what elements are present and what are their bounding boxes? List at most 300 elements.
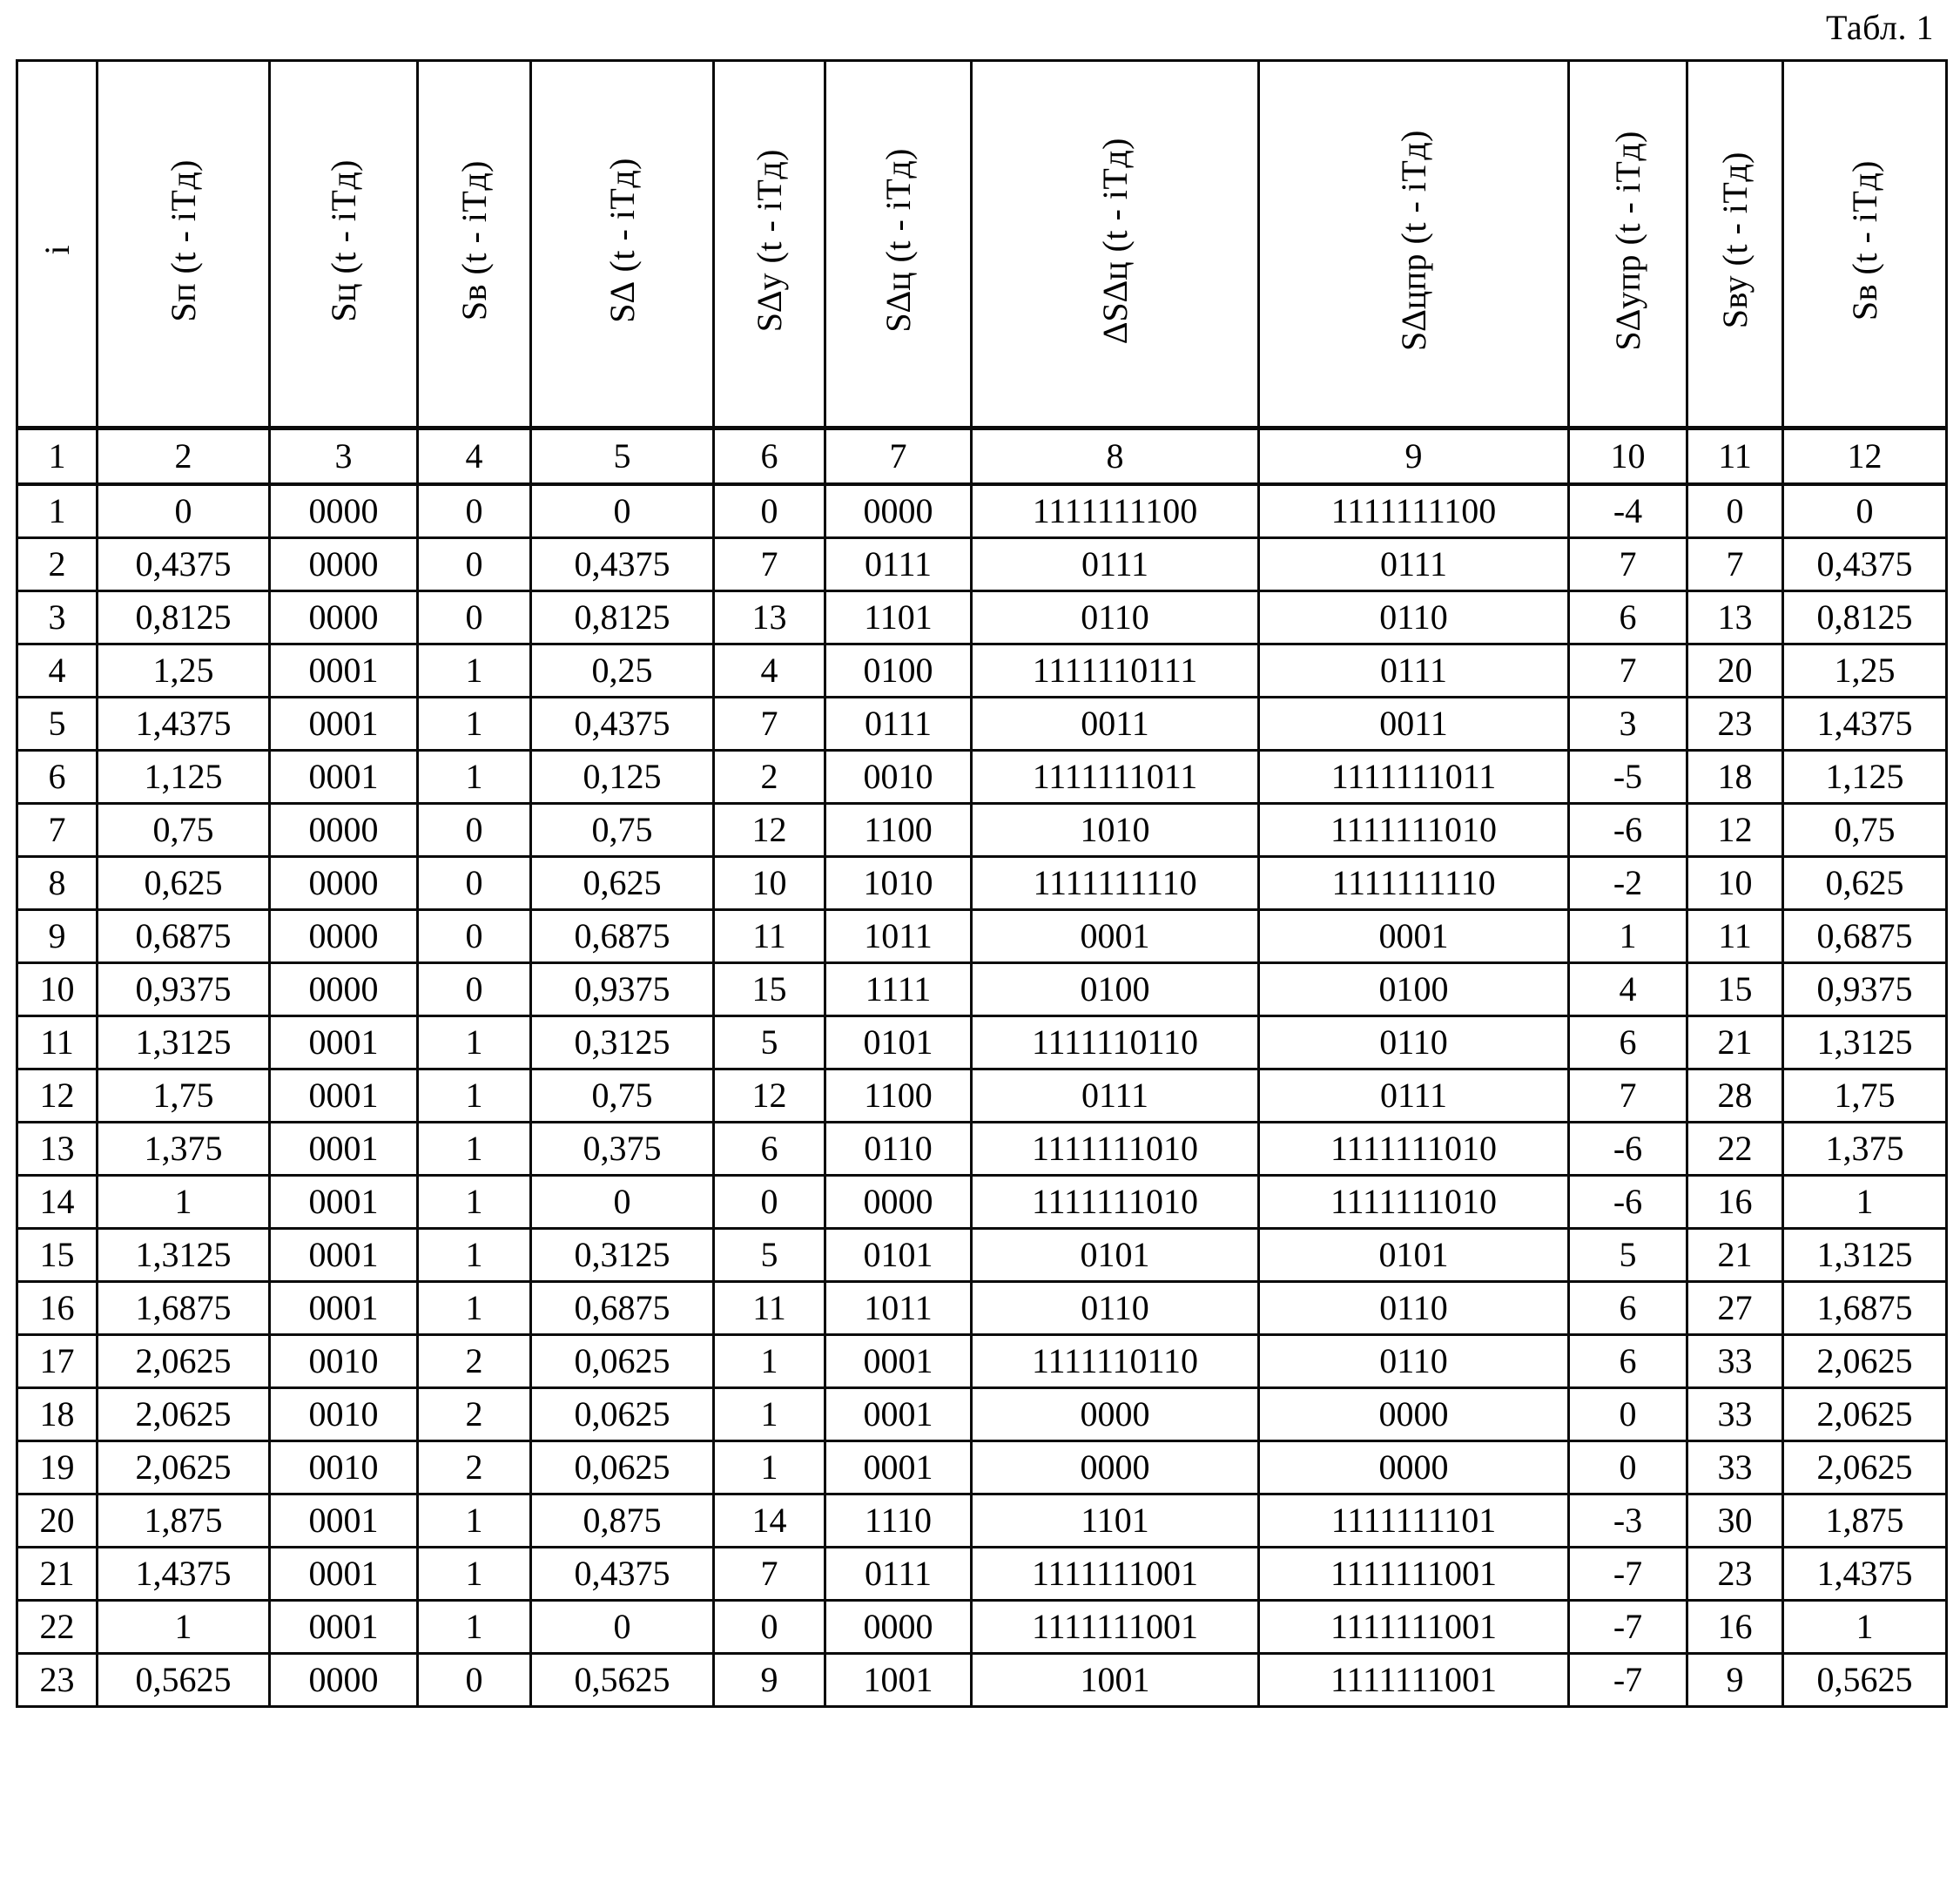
row-index-cell: 8	[17, 857, 98, 910]
table-cell: 0000	[1259, 1388, 1569, 1441]
table-cell: 1111	[825, 963, 972, 1016]
table-cell: 1,875	[1783, 1494, 1947, 1548]
table-caption: Табл. 1	[1825, 8, 1934, 47]
table-cell: 1,25	[1783, 644, 1947, 698]
row-index-cell: 22	[17, 1601, 98, 1654]
table-cell: 0,4375	[531, 538, 714, 591]
header-cell-sdypr	[1569, 61, 1687, 428]
table-cell: 1111111010	[1259, 804, 1569, 857]
header-cell-sp	[98, 61, 270, 428]
table-cell: 1	[418, 1016, 531, 1069]
table-cell: 2,0625	[1783, 1335, 1947, 1388]
table-cell: 0101	[972, 1229, 1259, 1282]
table-cell: 0000	[972, 1388, 1259, 1441]
column-number: 4	[418, 428, 531, 485]
table-cell: 1,375	[98, 1123, 270, 1176]
table-cell: 7	[1687, 538, 1783, 591]
table-cell: 1111111110	[1259, 857, 1569, 910]
table-row	[17, 1548, 1947, 1601]
row-index-cell: 19	[17, 1441, 98, 1494]
table-cell: 0110	[972, 591, 1259, 644]
table-cell: 1	[418, 1548, 531, 1601]
table-cell: 0001	[825, 1388, 972, 1441]
table-cell: 0,75	[1783, 804, 1947, 857]
row-index-cell: 7	[17, 804, 98, 857]
table-cell: 1111111010	[1259, 1123, 1569, 1176]
row-index-cell: 23	[17, 1654, 98, 1707]
table-cell: 0000	[972, 1441, 1259, 1494]
table-cell: 21	[1687, 1229, 1783, 1282]
table-cell: 15	[714, 963, 825, 1016]
table-cell: 0000	[270, 910, 418, 963]
table-cell: 0111	[972, 1069, 1259, 1123]
table-cell: 11	[1687, 910, 1783, 963]
table-cell: 0111	[1259, 1069, 1569, 1123]
row-index-cell: 5	[17, 698, 98, 751]
table-cell: 0,8125	[1783, 591, 1947, 644]
table-cell: 1	[1783, 1601, 1947, 1654]
table-cell: 1001	[972, 1654, 1259, 1707]
table-cell: 1	[418, 698, 531, 751]
table-cell: -6	[1569, 1123, 1687, 1176]
table-cell: 0	[531, 484, 714, 538]
table-cell: 0	[531, 1176, 714, 1229]
column-number: 6	[714, 428, 825, 485]
column-number: 1	[17, 428, 98, 485]
table-cell: 0001	[270, 1176, 418, 1229]
table-cell: 6	[1569, 1335, 1687, 1388]
table-cell: 1111111101	[1259, 1494, 1569, 1548]
table-cell: 1	[714, 1335, 825, 1388]
table-cell: 1,75	[1783, 1069, 1947, 1123]
table-cell: 1010	[825, 857, 972, 910]
table-cell: 0001	[270, 698, 418, 751]
table-cell: 6	[714, 1123, 825, 1176]
table-cell: 0,4375	[531, 1548, 714, 1601]
table-cell: 11	[714, 910, 825, 963]
row-index-cell: 21	[17, 1548, 98, 1601]
table-cell: 1	[418, 1123, 531, 1176]
table-cell: 0010	[270, 1335, 418, 1388]
row-index-cell: 9	[17, 910, 98, 963]
table-cell: 12	[714, 804, 825, 857]
table-cell: 0,75	[531, 1069, 714, 1123]
table-cell: 10	[1687, 857, 1783, 910]
table-cell: 1	[418, 1494, 531, 1548]
table-cell: 0001	[270, 644, 418, 698]
table-cell: 1111111110	[972, 857, 1259, 910]
table-row	[17, 538, 1947, 591]
table-cell: 2	[418, 1441, 531, 1494]
table-cell: 0,4375	[1783, 538, 1947, 591]
table-cell: 0	[418, 804, 531, 857]
column-number: 3	[270, 428, 418, 485]
column-number: 11	[1687, 428, 1783, 485]
table-cell: 1111110111	[972, 644, 1259, 698]
header-cell-sdy	[714, 61, 825, 428]
table-cell: 1,375	[1783, 1123, 1947, 1176]
table-row	[17, 484, 1947, 538]
table-cell: 1111111001	[1259, 1654, 1569, 1707]
table-row	[17, 591, 1947, 644]
table-cell: 0,6875	[98, 910, 270, 963]
table-row	[17, 1654, 1947, 1707]
table-cell: 1111111001	[1259, 1548, 1569, 1601]
table-cell: 0101	[825, 1229, 972, 1282]
table-row	[17, 1016, 1947, 1069]
table-cell: 0001	[270, 751, 418, 804]
column-number: 12	[1783, 428, 1947, 485]
table-cell: 0,4375	[98, 538, 270, 591]
header-cell-sv2	[1783, 61, 1947, 428]
table-cell: 0	[418, 484, 531, 538]
table-cell: 1011	[825, 1282, 972, 1335]
table-cell: 4	[714, 644, 825, 698]
table-cell: 0,3125	[531, 1229, 714, 1282]
table-cell: 9	[1687, 1654, 1783, 1707]
table-cell: 6	[1569, 1282, 1687, 1335]
table-cell: 0001	[270, 1548, 418, 1601]
row-index-cell: 17	[17, 1335, 98, 1388]
table-cell: 1,6875	[1783, 1282, 1947, 1335]
table-cell: 0000	[825, 484, 972, 538]
table-cell: 0,9375	[98, 963, 270, 1016]
table-cell: 0,5625	[98, 1654, 270, 1707]
table-cell: 0101	[825, 1016, 972, 1069]
row-index-cell: 1	[17, 484, 98, 538]
table-cell: -6	[1569, 804, 1687, 857]
table-cell: 5	[714, 1229, 825, 1282]
row-index-cell: 12	[17, 1069, 98, 1123]
table-cell: 0	[1569, 1388, 1687, 1441]
table-cell: 0,4375	[531, 698, 714, 751]
table-cell: 0	[418, 857, 531, 910]
table-cell: 0	[714, 1176, 825, 1229]
table-cell: 0000	[825, 1176, 972, 1229]
table-cell: 7	[1569, 538, 1687, 591]
table-cell: 0001	[270, 1494, 418, 1548]
table-cell: 1,75	[98, 1069, 270, 1123]
table-cell: -6	[1569, 1176, 1687, 1229]
table-row	[17, 751, 1947, 804]
table-cell: 13	[714, 591, 825, 644]
table-cell: 0,625	[531, 857, 714, 910]
table-cell: 12	[1687, 804, 1783, 857]
table-cell: 0	[418, 591, 531, 644]
row-index-cell: 11	[17, 1016, 98, 1069]
header-cell-sc	[270, 61, 418, 428]
table-cell: 23	[1687, 698, 1783, 751]
column-number: 2	[98, 428, 270, 485]
table-cell: 1111111010	[972, 1123, 1259, 1176]
row-index-cell: 6	[17, 751, 98, 804]
table-cell: 2,0625	[98, 1441, 270, 1494]
table-cell: 1,3125	[1783, 1016, 1947, 1069]
row-index-cell: 14	[17, 1176, 98, 1229]
header-cell-i	[17, 61, 98, 428]
table-cell: 0001	[270, 1123, 418, 1176]
header-label-sdcpr: S∆цпр (t - iTд)	[1393, 129, 1433, 351]
table-cell: 7	[1569, 1069, 1687, 1123]
table-cell: 0,3125	[531, 1016, 714, 1069]
table-row	[17, 1123, 1947, 1176]
table-cell: 0,875	[531, 1494, 714, 1548]
table-header-row	[17, 61, 1947, 428]
table-cell: 11	[714, 1282, 825, 1335]
table-cell: 0100	[972, 963, 1259, 1016]
header-cell-sdcpr	[1259, 61, 1569, 428]
table-cell: 7	[714, 698, 825, 751]
table-cell: 7	[714, 1548, 825, 1601]
table-row	[17, 644, 1947, 698]
table-cell: 22	[1687, 1123, 1783, 1176]
header-label-sc: Sц (t - iTд)	[323, 159, 363, 322]
header-cell-dsdc	[972, 61, 1259, 428]
table-row	[17, 1494, 1947, 1548]
table-cell: 12	[714, 1069, 825, 1123]
column-number: 9	[1259, 428, 1569, 485]
table-cell: 1	[1569, 910, 1687, 963]
table-cell: 1111111011	[972, 751, 1259, 804]
table-cell: 1	[418, 751, 531, 804]
table-cell: 13	[1687, 591, 1783, 644]
table-row	[17, 1388, 1947, 1441]
table-cell: 33	[1687, 1441, 1783, 1494]
table-cell: 5	[1569, 1229, 1687, 1282]
data-table	[16, 59, 1948, 1708]
table-cell: 1101	[825, 591, 972, 644]
table-cell: 0001	[270, 1016, 418, 1069]
row-index-cell: 10	[17, 963, 98, 1016]
column-number: 7	[825, 428, 972, 485]
table-cell: 20	[1687, 644, 1783, 698]
table-row	[17, 857, 1947, 910]
table-cell: 0	[418, 1654, 531, 1707]
row-index-cell: 16	[17, 1282, 98, 1335]
table-cell: 15	[1687, 963, 1783, 1016]
table-cell: 1	[418, 1229, 531, 1282]
table-cell: 1,3125	[98, 1016, 270, 1069]
table-row	[17, 1282, 1947, 1335]
table-cell: 0001	[270, 1069, 418, 1123]
table-cell: 0110	[1259, 591, 1569, 644]
table-cell: 0,0625	[531, 1335, 714, 1388]
table-cell: 5	[714, 1016, 825, 1069]
table-cell: 0000	[1259, 1441, 1569, 1494]
table-cell: 0110	[1259, 1282, 1569, 1335]
table-cell: 2,0625	[98, 1388, 270, 1441]
table-cell: 0000	[270, 538, 418, 591]
table-cell: 0110	[1259, 1335, 1569, 1388]
row-index-cell: 15	[17, 1229, 98, 1282]
table-cell: 4	[1569, 963, 1687, 1016]
header-label-i: i	[37, 245, 77, 255]
table-cell: 0000	[270, 591, 418, 644]
table-cell: 0111	[1259, 644, 1569, 698]
table-cell: 2,0625	[1783, 1388, 1947, 1441]
table-cell: 1111111010	[972, 1176, 1259, 1229]
table-cell: 0001	[825, 1441, 972, 1494]
table-cell: 1001	[825, 1654, 972, 1707]
table-cell: 0111	[972, 538, 1259, 591]
header-cell-sd	[531, 61, 714, 428]
table-cell: 28	[1687, 1069, 1783, 1123]
table-row	[17, 963, 1947, 1016]
table-row	[17, 1229, 1947, 1282]
header-label-sv: Sв (t - iTд)	[454, 159, 494, 321]
table-cell: 1,4375	[98, 1548, 270, 1601]
table-cell: 1111111100	[972, 484, 1259, 538]
header-label-sv2: Sв (t - iTд)	[1844, 159, 1884, 321]
table-cell: 0000	[825, 1601, 972, 1654]
table-cell: 3	[1569, 698, 1687, 751]
header-label-sp: Sп (t - iTд)	[163, 159, 203, 322]
table-cell: -2	[1569, 857, 1687, 910]
table-cell: 1111111011	[1259, 751, 1569, 804]
table-cell: 0110	[825, 1123, 972, 1176]
table-cell: 0000	[270, 857, 418, 910]
table-cell: 0010	[270, 1441, 418, 1494]
header-label-svy: Sву (t - iTд)	[1714, 152, 1755, 329]
table-cell: 0,9375	[1783, 963, 1947, 1016]
table-row	[17, 910, 1947, 963]
table-cell: 0	[1783, 484, 1947, 538]
table-cell: 18	[1687, 751, 1783, 804]
table-cell: 6	[1569, 591, 1687, 644]
table-cell: 0101	[1259, 1229, 1569, 1282]
table-cell: 27	[1687, 1282, 1783, 1335]
table-cell: 0111	[825, 698, 972, 751]
table-cell: 1,25	[98, 644, 270, 698]
table-cell: 1,3125	[98, 1229, 270, 1282]
row-index-cell: 18	[17, 1388, 98, 1441]
table-cell: 1111111001	[972, 1601, 1259, 1654]
table-cell: 2	[714, 751, 825, 804]
column-number: 8	[972, 428, 1259, 485]
table-cell: 0	[418, 910, 531, 963]
table-cell: 0,8125	[98, 591, 270, 644]
table-cell: 0,5625	[1783, 1654, 1947, 1707]
table-cell: 0010	[270, 1388, 418, 1441]
table-cell: 9	[714, 1654, 825, 1707]
table-cell: 1,875	[98, 1494, 270, 1548]
table-cell: 0110	[1259, 1016, 1569, 1069]
table-row	[17, 1335, 1947, 1388]
table-cell: 0001	[270, 1229, 418, 1282]
table-row	[17, 1176, 1947, 1229]
column-number: 5	[531, 428, 714, 485]
table-cell: 0011	[972, 698, 1259, 751]
table-cell: 0110	[972, 1282, 1259, 1335]
table-cell: 1	[714, 1388, 825, 1441]
table-cell: 1	[418, 1282, 531, 1335]
table-cell: 1	[98, 1176, 270, 1229]
table-cell: 2,0625	[1783, 1441, 1947, 1494]
table-cell: 0,8125	[531, 591, 714, 644]
table-cell: 0,9375	[531, 963, 714, 1016]
table-cell: 1111110110	[972, 1335, 1259, 1388]
table-cell: 33	[1687, 1388, 1783, 1441]
table-cell: 0001	[270, 1282, 418, 1335]
table-cell: 0011	[1259, 698, 1569, 751]
table-cell: 23	[1687, 1548, 1783, 1601]
row-index-cell: 13	[17, 1123, 98, 1176]
table-row	[17, 1441, 1947, 1494]
table-cell: 1111111010	[1259, 1176, 1569, 1229]
row-index-cell: 20	[17, 1494, 98, 1548]
table-cell: 1100	[825, 1069, 972, 1123]
table-cell: 7	[1569, 644, 1687, 698]
column-number: 10	[1569, 428, 1687, 485]
table-row	[17, 1069, 1947, 1123]
header-cell-sv	[418, 61, 531, 428]
table-cell: 1,125	[98, 751, 270, 804]
table-cell: 0	[714, 1601, 825, 1654]
table-cell: 1,4375	[1783, 1548, 1947, 1601]
table-cell: 1,3125	[1783, 1229, 1947, 1282]
table-cell: 0	[714, 484, 825, 538]
table-row	[17, 804, 1947, 857]
table-cell: 10	[714, 857, 825, 910]
header-label-sdy: S∆у (t - iTд)	[749, 148, 789, 333]
table-cell: 0010	[825, 751, 972, 804]
table-cell: 6	[1569, 1016, 1687, 1069]
table-cell: 0	[418, 538, 531, 591]
table-cell: 1,4375	[1783, 698, 1947, 751]
table-cell: 0001	[270, 1601, 418, 1654]
table-cell: 1100	[825, 804, 972, 857]
table-cell: -7	[1569, 1654, 1687, 1707]
table-cell: 1,6875	[98, 1282, 270, 1335]
table-cell: 0,375	[531, 1123, 714, 1176]
table-cell: 2,0625	[98, 1335, 270, 1388]
table-container	[16, 59, 1945, 1708]
table-cell: 1	[418, 1601, 531, 1654]
table-cell: 0,0625	[531, 1441, 714, 1494]
header-cell-svy	[1687, 61, 1783, 428]
table-cell: 0,0625	[531, 1388, 714, 1441]
table-cell: 1011	[825, 910, 972, 963]
table-cell: 1	[418, 1069, 531, 1123]
table-cell: 0001	[825, 1335, 972, 1388]
row-index-cell: 2	[17, 538, 98, 591]
header-label-sdc: S∆ц (t - iTд)	[878, 148, 918, 333]
table-cell: 0000	[270, 804, 418, 857]
table-cell: 1,125	[1783, 751, 1947, 804]
table-cell: 0,6875	[1783, 910, 1947, 963]
table-cell: 0	[531, 1601, 714, 1654]
table-cell: -5	[1569, 751, 1687, 804]
table-cell: 21	[1687, 1016, 1783, 1069]
table-cell: 1	[98, 1601, 270, 1654]
table-cell: 0	[418, 963, 531, 1016]
table-cell: 33	[1687, 1335, 1783, 1388]
table-cell: 0111	[825, 538, 972, 591]
table-cell: 0	[1687, 484, 1783, 538]
table-cell: -7	[1569, 1548, 1687, 1601]
table-cell: 16	[1687, 1601, 1783, 1654]
table-cell: 0,625	[98, 857, 270, 910]
table-cell: 0,25	[531, 644, 714, 698]
table-row	[17, 698, 1947, 751]
table-cell: 0,5625	[531, 1654, 714, 1707]
table-cell: 1110	[825, 1494, 972, 1548]
table-row	[17, 1601, 1947, 1654]
table-cell: 1	[714, 1441, 825, 1494]
table-cell: 0000	[270, 1654, 418, 1707]
table-cell: 14	[714, 1494, 825, 1548]
table-cell: 0100	[825, 644, 972, 698]
